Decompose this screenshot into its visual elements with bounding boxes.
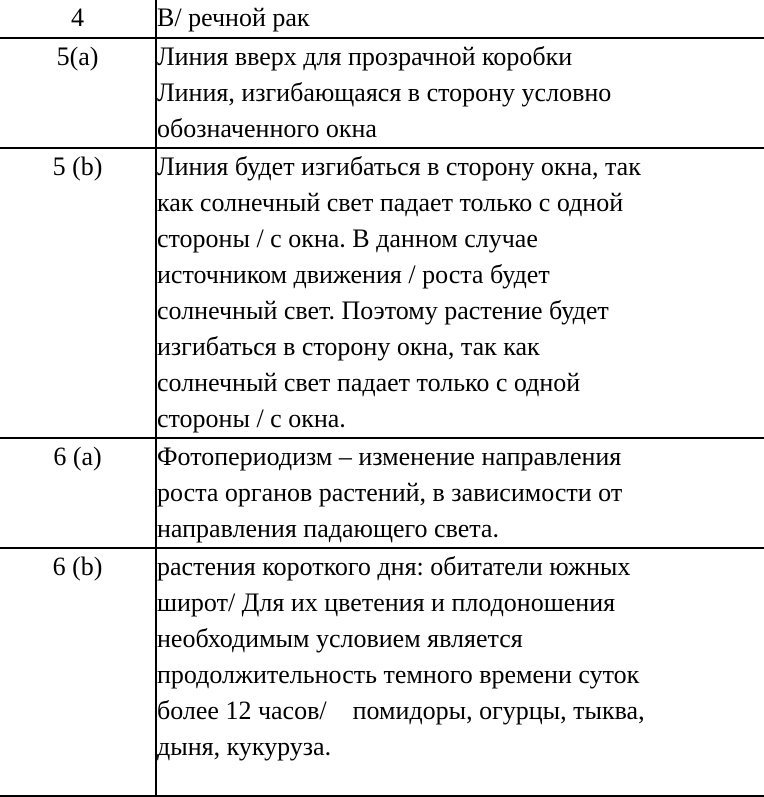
answer-line: обозначенного окна xyxy=(157,114,377,143)
answer-line: растения короткого дня: обитатели южных xyxy=(157,552,631,581)
answer-line: более 12 часов/ помидоры, огурцы, тыква, xyxy=(157,696,645,725)
answer-line: изгибаться в сторону окна, так как xyxy=(157,332,540,361)
answer-line: дыня, кукуруза. xyxy=(157,732,332,761)
answer-line: Линия будет изгибаться в сторону окна, так xyxy=(157,152,641,181)
answer-cell xyxy=(156,438,764,548)
answer-line: солнечный свет. Поэтому растение будет xyxy=(157,296,609,325)
answer-line: В/ речной рак xyxy=(157,3,310,32)
question-number: 5(a) xyxy=(0,38,156,148)
answer-line: необходимым условием является xyxy=(157,624,523,653)
answer-cell xyxy=(156,0,764,38)
question-number: 6 (b) xyxy=(0,548,156,796)
answer-line: продолжительность темного времени суток xyxy=(157,660,640,689)
answer-line: направления падающего света. xyxy=(157,514,499,543)
answer-cell xyxy=(156,38,764,148)
answer-cell xyxy=(156,148,764,438)
answer-cell xyxy=(156,548,764,796)
question-number: 5 (b) xyxy=(0,148,156,438)
question-number: 4 xyxy=(0,0,156,38)
answer-line: роста органов растений, в зависимости от xyxy=(157,478,623,507)
answer-line: солнечный свет падает только с одной xyxy=(157,368,581,397)
answer-line: стороны / с окна. В данном случае xyxy=(157,224,538,253)
answer-line: Фотопериодизм – изменение направления xyxy=(157,442,622,471)
question-number: 6 (a) xyxy=(0,438,156,548)
answer-line: как солнечный свет падает только с одной xyxy=(157,188,624,217)
answer-line: Линия, изгибающаяся в сторону условно xyxy=(157,78,612,107)
answer-line: широт/ Для их цветения и плодоношения xyxy=(157,588,616,617)
table-row xyxy=(0,548,764,796)
table-row xyxy=(0,438,764,548)
answer-line: источником движения / роста будет xyxy=(157,260,550,289)
answer-line: стороны / с окна. xyxy=(157,404,346,433)
answer-line: Линия вверх для прозрачной коробки xyxy=(157,42,573,71)
table-row xyxy=(0,148,764,438)
table-row xyxy=(0,0,764,38)
table-row xyxy=(0,38,764,148)
